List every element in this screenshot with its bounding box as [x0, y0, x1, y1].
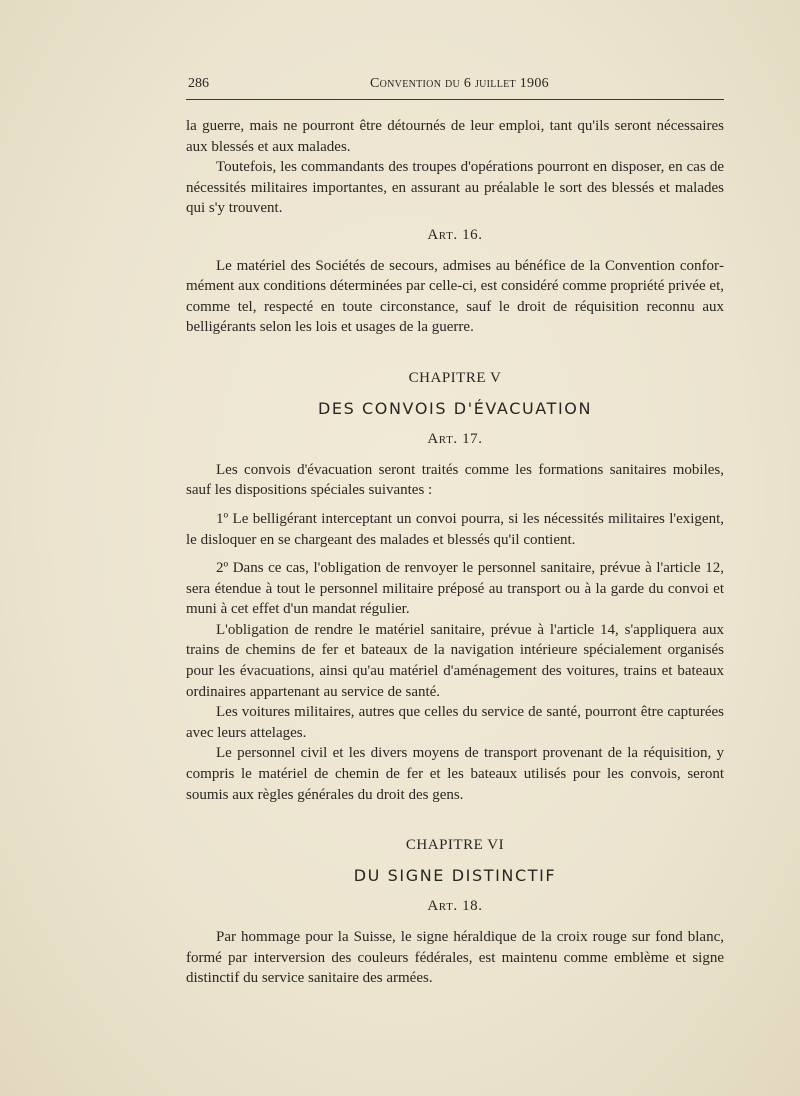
- chapter-title: DES CONVOIS D'ÉVACUATION: [317, 398, 593, 418]
- paragraph: la guerre, mais ne pourront être détournés de leur emploi, tant qu'ils seront nécessaires aux blessés et aux malades.: [186, 118, 724, 155]
- page-number: 286: [188, 76, 209, 91]
- header-rule: [186, 99, 724, 100]
- paragraph: L'obligation de rendre le matériel sanitaire, prévue à l'article 14, s'appliquera aux trains de chemins de fer et bateaux de la navigation intérieure spécialement organisés pour les évacuations, ainsi qu'au matériel d'aménagement des voitures, trains et bateaux ordinaires appartenant au service de santé.: [186, 621, 724, 700]
- article-heading: Art. 18.: [427, 898, 483, 915]
- chapter-title: DU SIGNE DISTINCTIF: [353, 865, 557, 885]
- paragraph: Les voitures militaires, autres que celles du service de santé, pourront être capturées avec leurs attelages.: [186, 704, 724, 741]
- page-header: [188, 76, 724, 96]
- paragraph: Le matériel des Sociétés de secours, admises au bénéfice de la Convention conformément aux conditions déterminées par celle-ci, est considéré comme propriété privée et, comme tel, respecté en toute circonstance, sauf le droit de réquisition reconnu aux belligérants selon les lois et usages de la guerre.: [186, 257, 724, 336]
- paragraph: Les convois d'évacuation seront traités comme les formations sanitaires mobiles, sauf les dispositions spéciales suivantes :: [186, 461, 724, 499]
- article-heading: Art. 16.: [427, 226, 483, 243]
- paragraph: Le personnel civil et les divers moyens de transport provenant de la réquisition, y compris le matériel de chemin de fer et les bateaux utilisés pour les convois, seront soumis aux règles générales du droit des gens.: [186, 745, 724, 803]
- paragraph: 2º Dans ce cas, l'obligation de renvoyer le personnel sanitaire, prévue à l'article 12, sera étendue à tout le personnel militaire préposé au transport ou à la garde du convoi et muni à cet effet d'un mandat régulier.: [186, 560, 724, 618]
- article-heading: Art. 17.: [427, 431, 483, 448]
- paragraph: Par hommage pour la Suisse, le signe héraldique de la croix rouge sur fond blanc, formé par interversion des couleurs fédérales, est maintenu comme emblème et signe distinctif du service sanitaire des armées.: [186, 929, 724, 987]
- page-body: [186, 116, 724, 989]
- chapter-label: CHAPITRE V: [408, 369, 502, 386]
- paragraph: 1º Le belligérant interceptant un convoi pourra, si les nécessités militaires l'exigent, le disloquer en se chargeant des malades et blessés qu'il contient.: [186, 510, 724, 548]
- running-title: Convention du 6 juillet 1906: [370, 76, 549, 91]
- chapter-label: CHAPITRE VI: [405, 837, 505, 854]
- paragraph: Toutefois, les commandants des troupes d'opérations pourront en disposer, en cas de nécessités militaires importantes, en assurant au préalable le sort des blessés et malades qui s'y trouvent.: [186, 159, 724, 217]
